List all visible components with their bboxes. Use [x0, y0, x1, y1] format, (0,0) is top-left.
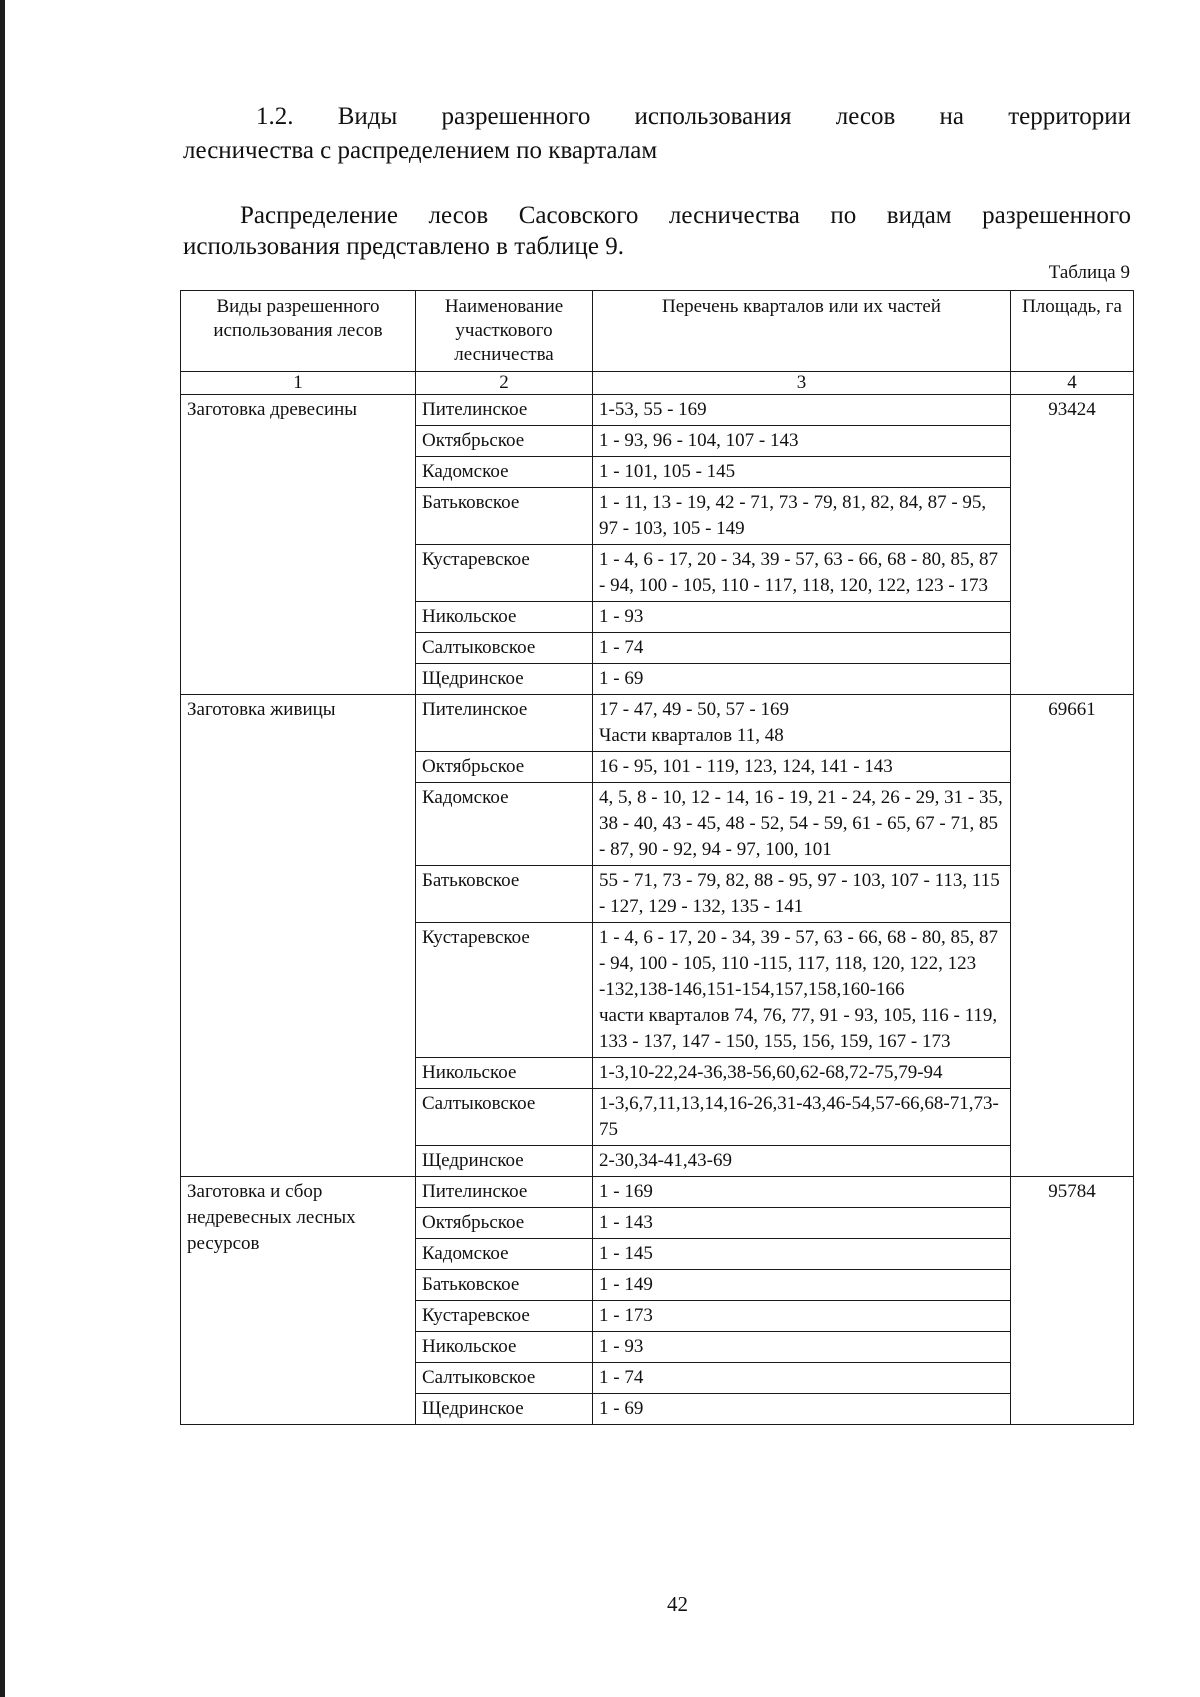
area-cell: 69661 [1011, 695, 1134, 1177]
forestry-cell: Октябрьское [416, 426, 593, 457]
use-type-cell: Заготовка и сбор недревесных лесных ресурсов [181, 1177, 416, 1425]
forestry-cell: Салтыковское [416, 633, 593, 664]
forestry-cell: Октябрьское [416, 1208, 593, 1239]
quarters-cell: 1 - 93 [593, 602, 1011, 633]
forestry-cell: Никольское [416, 1332, 593, 1363]
use-type-cell: Заготовка живицы [181, 695, 416, 1177]
quarters-cell: 1 - 93 [593, 1332, 1011, 1363]
quarters-cell: 1 - 173 [593, 1301, 1011, 1332]
forestry-cell: Октябрьское [416, 752, 593, 783]
quarters-cell: 1 - 101, 105 - 145 [593, 457, 1011, 488]
intro-line-2: использования представлено в таблице 9. [183, 233, 624, 260]
binding-edge [0, 0, 5, 1697]
area-cell: 95784 [1011, 1177, 1134, 1425]
forestry-cell: Пителинское [416, 695, 593, 752]
quarters-cell: 55 - 71, 73 - 79, 82, 88 - 95, 97 - 103, 107 - 113, 115 - 127, 129 - 132, 135 - 141 [593, 866, 1011, 923]
area-cell: 93424 [1011, 395, 1134, 695]
header-area: Площадь, га [1011, 291, 1134, 372]
header-forestry-name: Наименование участкового лесничества [416, 291, 593, 372]
intro-paragraph [183, 200, 1131, 262]
column-number-row [181, 372, 1134, 395]
column-number: 3 [593, 372, 1011, 395]
quarters-cell: 1 - 74 [593, 1363, 1011, 1394]
quarters-cell: 1 - 149 [593, 1270, 1011, 1301]
forestry-cell: Кустаревское [416, 545, 593, 602]
quarters-cell: 1 - 143 [593, 1208, 1011, 1239]
quarters-cell: 1 - 145 [593, 1239, 1011, 1270]
forestry-cell: Салтыковское [416, 1363, 593, 1394]
table-label: Таблица 9 [1048, 262, 1130, 283]
quarters-text: 1 - 4, 6 - 17, 20 - 34, 39 - 57, 63 - 66, 68 - 80, 85, 87 - 94, 100 - 105, 110 -115, 117, 118, 120, 122, 123 -132,138-146,151-154,157,158,160-166 [599, 927, 998, 1000]
forestry-cell: Батьковское [416, 1270, 593, 1301]
forest-use-table [180, 290, 1134, 1425]
forestry-cell: Кустаревское [416, 1301, 593, 1332]
header-quarters-list: Перечень кварталов или их частей [593, 291, 1011, 372]
quarters-extra-text: Части кварталов 11, 48 [599, 725, 784, 746]
forestry-cell: Никольское [416, 602, 593, 633]
quarters-cell: 1 - 69 [593, 1394, 1011, 1425]
section-heading-line-2: лесничества с распределением по кварталам [183, 137, 658, 164]
quarters-cell: 1 - 169 [593, 1177, 1011, 1208]
quarters-cell: 1-53, 55 - 169 [593, 395, 1011, 426]
quarters-cell [593, 923, 1011, 1058]
table-header-row [181, 291, 1134, 372]
forestry-cell: Кустаревское [416, 923, 593, 1058]
column-number: 2 [416, 372, 593, 395]
column-number: 4 [1011, 372, 1134, 395]
forestry-cell: Щедринское [416, 1146, 593, 1177]
quarters-text: 17 - 47, 49 - 50, 57 - 169 [599, 699, 789, 720]
table-row [181, 1177, 1134, 1208]
quarters-cell: 1 - 93, 96 - 104, 107 - 143 [593, 426, 1011, 457]
quarters-cell: 1 - 74 [593, 633, 1011, 664]
forestry-cell: Кадомское [416, 457, 593, 488]
forestry-cell: Никольское [416, 1058, 593, 1089]
page-number: 42 [667, 1592, 688, 1616]
forestry-cell: Щедринское [416, 1394, 593, 1425]
quarters-cell: 2-30,34-41,43-69 [593, 1146, 1011, 1177]
table-row [181, 695, 1134, 752]
quarters-cell: 4, 5, 8 - 10, 12 - 14, 16 - 19, 21 - 24, 26 - 29, 31 - 35, 38 - 40, 43 - 45, 48 - 52, 54 - 59, 61 - 65, 67 - 71, 85 - 87, 90 - 92, 94 - 97, 100, 101 [593, 783, 1011, 866]
section-heading [183, 100, 1131, 168]
quarters-cell: 1 - 11, 13 - 19, 42 - 71, 73 - 79, 81, 82, 84, 87 - 95, 97 - 103, 105 - 149 [593, 488, 1011, 545]
column-number: 1 [181, 372, 416, 395]
quarters-cell: 1 - 4, 6 - 17, 20 - 34, 39 - 57, 63 - 66, 68 - 80, 85, 87 - 94, 100 - 105, 110 - 117, 118, 120, 122, 123 - 173 [593, 545, 1011, 602]
table-row [181, 395, 1134, 426]
forestry-cell: Щедринское [416, 664, 593, 695]
forestry-cell: Пителинское [416, 1177, 593, 1208]
header-use-type: Виды разрешенного использования лесов [181, 291, 416, 372]
forestry-cell: Кадомское [416, 783, 593, 866]
forestry-cell: Пителинское [416, 395, 593, 426]
forestry-cell: Батьковское [416, 488, 593, 545]
quarters-cell: 16 - 95, 101 - 119, 123, 124, 141 - 143 [593, 752, 1011, 783]
quarters-cell: 1-3,10-22,24-36,38-56,60,62-68,72-75,79-94 [593, 1058, 1011, 1089]
forestry-cell: Кадомское [416, 1239, 593, 1270]
quarters-cell: 1 - 69 [593, 664, 1011, 695]
quarters-extra-text: части кварталов 74, 76, 77, 91 - 93, 105, 116 - 119, 133 - 137, 147 - 150, 155, 156, 159, 167 - 173 [599, 1005, 998, 1052]
intro-line-1: Распределение лесов Сасовского лесничества по видам разрешенного [240, 202, 1131, 229]
section-heading-line-1: 1.2. Виды разрешенного использования лесов на территории [256, 103, 1131, 130]
use-type-cell: Заготовка древесины [181, 395, 416, 695]
quarters-cell: 1-3,6,7,11,13,14,16-26,31-43,46-54,57-66,68-71,73-75 [593, 1089, 1011, 1146]
forestry-cell: Салтыковское [416, 1089, 593, 1146]
quarters-cell [593, 695, 1011, 752]
forestry-cell: Батьковское [416, 866, 593, 923]
